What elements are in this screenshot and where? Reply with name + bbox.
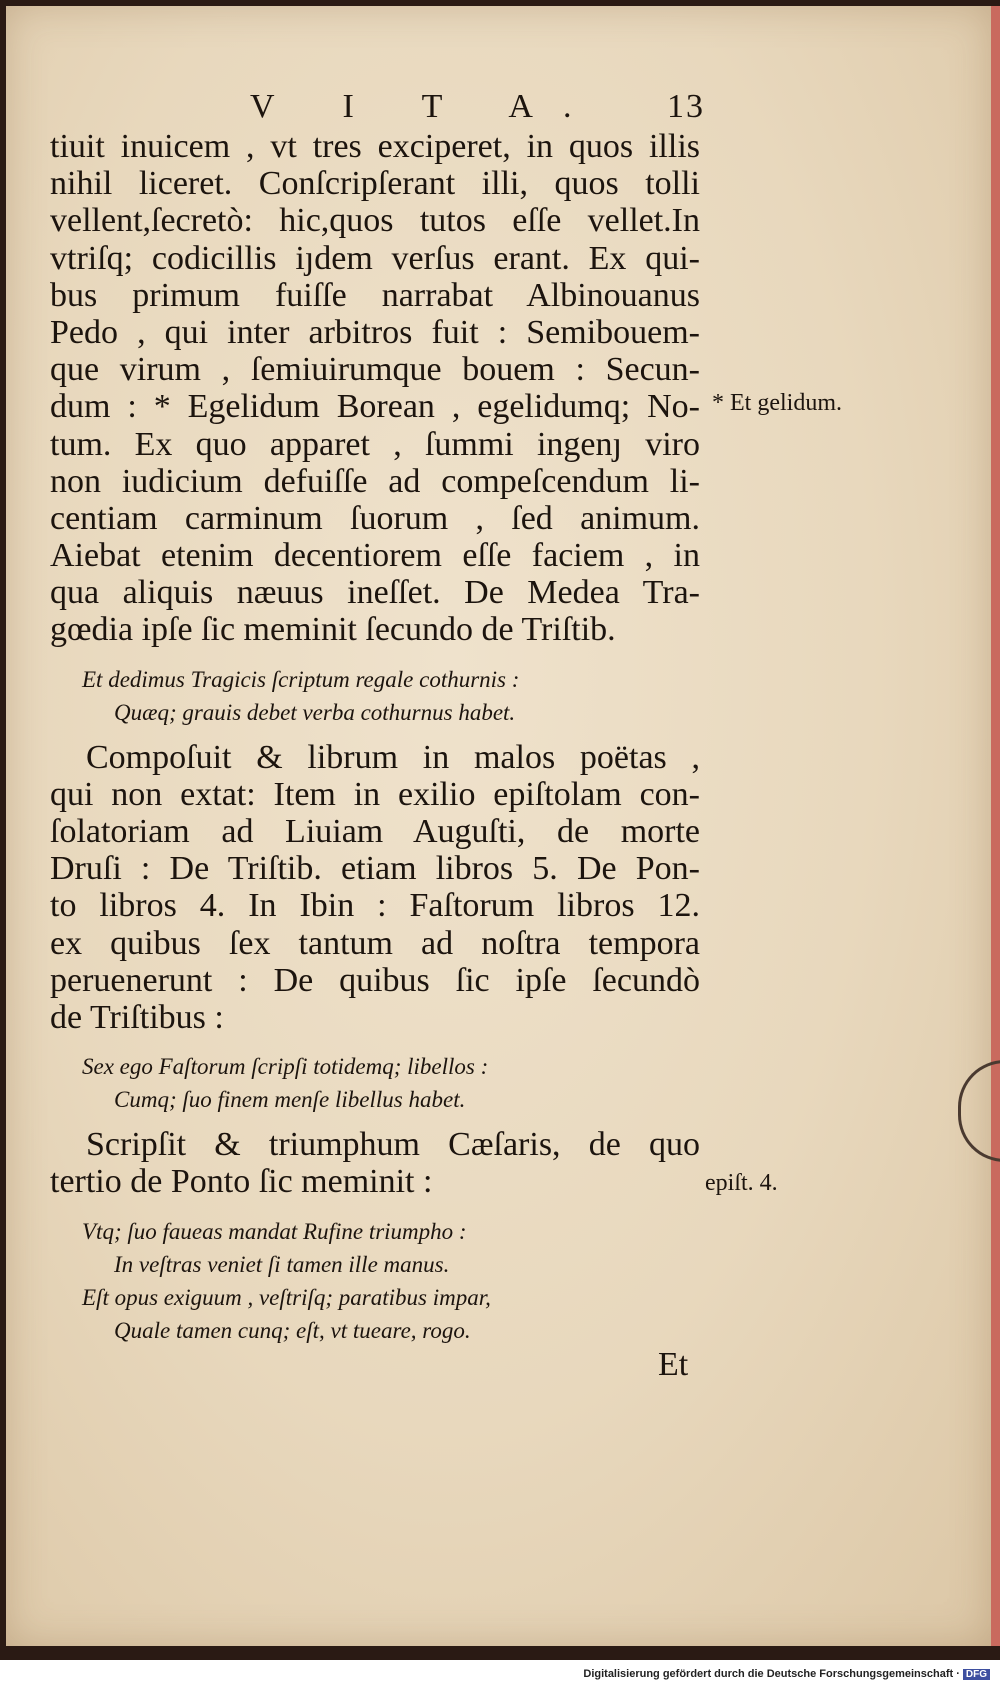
- text-line: gœdia ipſe ſic meminit ſecundo de Triſtib.: [50, 611, 616, 649]
- text-line: dum : * Egelidum Borean , egelidumq; No-: [50, 388, 700, 426]
- main-text: [50, 128, 700, 1347]
- text-line: tiuit inuicem , vt tres exciperet, in quos illis: [50, 128, 700, 165]
- verse-line: Et dedimus Tragicis ſcriptum regale cothurnis :: [82, 666, 520, 692]
- page-number: 13: [667, 88, 705, 125]
- spacer: [50, 1116, 700, 1126]
- text-line: to libros 4. In Ibin : Faſtorum libros 12.: [50, 887, 700, 925]
- text-line: nihil liceret. Conſcripſerant illi, quos tolli: [50, 165, 700, 203]
- text-line: Scripſit & triumphum Cæſaris, de quo: [86, 1126, 700, 1164]
- text-line: ex quibus ſex tantum ad noſtra tempora: [50, 924, 700, 962]
- digitization-credit: [0, 1668, 990, 1680]
- text-line: Pedo , qui inter arbitros fuit : Semibouem-: [50, 313, 700, 351]
- verse-line: In veſtras veniet ſi tamen ille manus.: [114, 1251, 450, 1277]
- spacer: [50, 1036, 700, 1050]
- text-line: vtriſq; codicillis iȷdem verſus erant. Ex qui-: [50, 239, 700, 277]
- text-line: peruenerunt : De quibus ſic ipſe ſecundò: [50, 961, 700, 999]
- catchword: Et: [658, 1346, 689, 1383]
- verse-line: Vtq; ſuo faueas mandat Rufine triumpho :: [82, 1218, 467, 1244]
- header-title: V I T A.: [250, 88, 602, 125]
- text-line: qua aliquis næuus ineſſet. De Medea Tra-: [50, 574, 700, 612]
- text-line: de Triſtibus :: [50, 998, 224, 1036]
- text-line: ſolatoriam ad Liuiam Auguſti, de morte: [50, 813, 700, 850]
- running-header: [250, 88, 705, 126]
- spacer: [50, 729, 700, 739]
- verse-line: Quæq; grauis debet verba cothurnus habet.: [114, 699, 516, 725]
- spacer: [50, 1201, 700, 1215]
- text-line: vellent,ſecretò: hic,quos tutos eſſe vellet.In: [50, 202, 700, 240]
- verse-line: Eſt opus exiguum , veſtriſq; paratibus impar,: [82, 1284, 491, 1310]
- text-line: non iudicium defuiſſe ad compeſcendum li-: [50, 462, 700, 500]
- text-line: que virum , ſemiuirumque bouem : Secun-: [50, 351, 700, 389]
- footer-text: Digitalisierung gefördert durch die Deutsche Forschungsgemeinschaft ·: [583, 1668, 960, 1680]
- margin-note-et-gelidum: * Et gelidum.: [712, 390, 842, 416]
- text-line: Druſi : De Triſtib. etiam libros 5. De Pon-: [50, 850, 700, 888]
- text-line: bus primum fuiſſe narrabat Albinouanus: [50, 276, 700, 314]
- text-line: centiam carminum ſuorum , ſed animum.: [50, 499, 700, 537]
- margin-note-epistula: epiſt. 4.: [705, 1170, 778, 1196]
- verse-line: Sex ego Faſtorum ſcripſi totidemq; libellos :: [82, 1054, 489, 1080]
- text-line: tum. Ex quo apparet , ſummi ingenȷ viro: [50, 425, 700, 463]
- text-line: qui non extat: Item in exilio epiſtolam con-: [50, 775, 700, 813]
- text-line: Compoſuit & librum in malos poëtas ,: [86, 738, 700, 776]
- spacer: [50, 649, 700, 663]
- text-line: Aiebat etenim decentiorem eſſe faciem , in: [50, 537, 700, 575]
- verse-line: Quale tamen cunq; eſt, vt tueare, rogo.: [114, 1317, 471, 1343]
- dfg-logo: DFG: [963, 1669, 990, 1680]
- text-line: tertio de Ponto ſic meminit :: [50, 1163, 433, 1201]
- verse-line: Cumq; ſuo finem menſe libellus habet.: [114, 1087, 466, 1113]
